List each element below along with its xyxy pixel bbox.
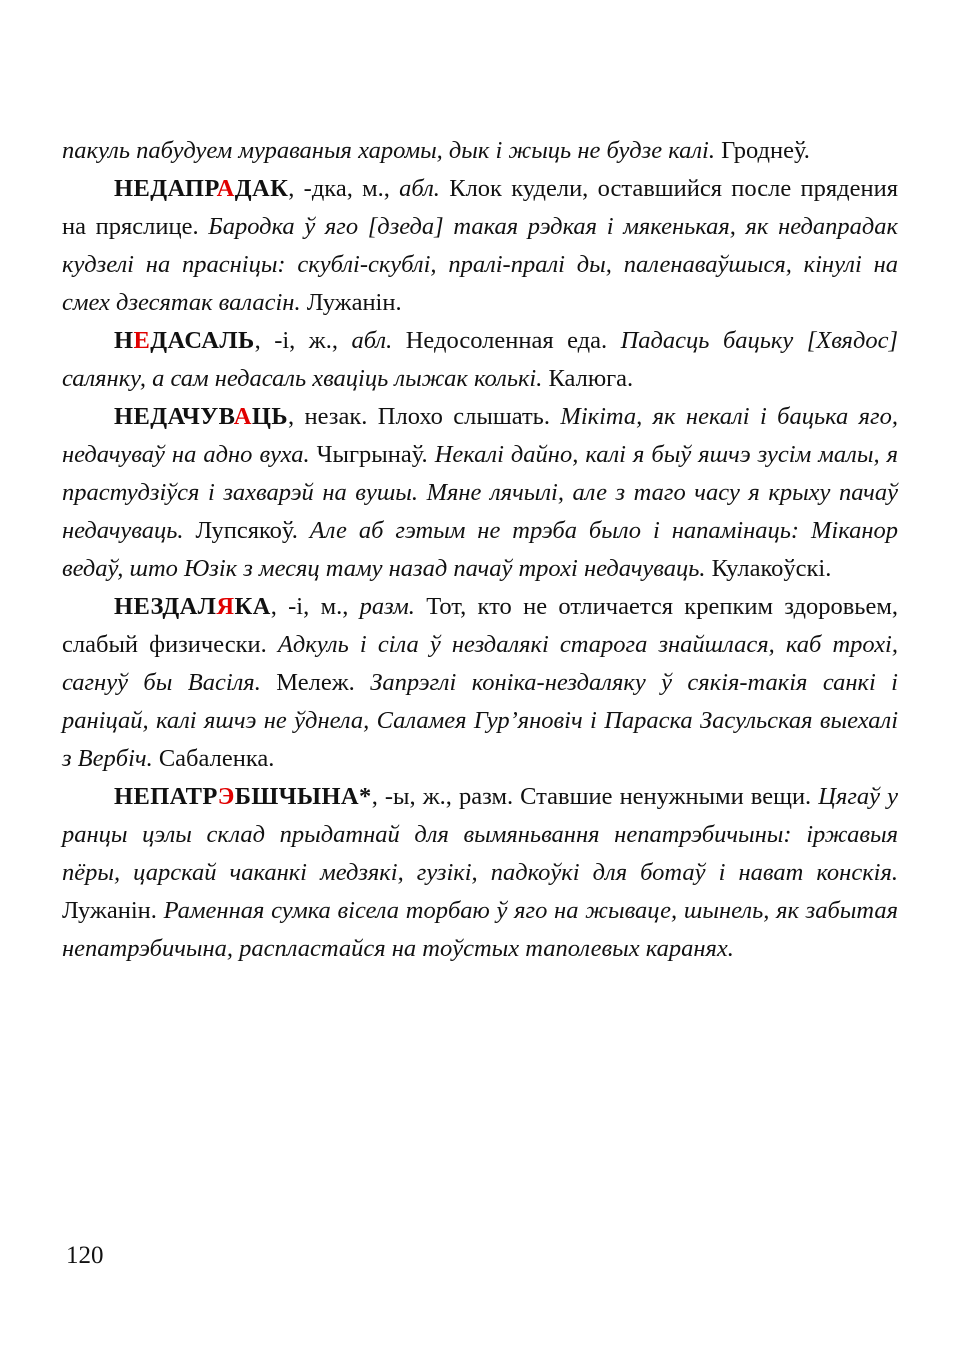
grammar-label-nedasal: абл. <box>351 327 393 354</box>
inflection-nezdalyaka: , -і, м., <box>270 593 360 620</box>
headword-part-post: БШЧЫНА <box>234 783 360 810</box>
grammar-label-nezdalyaka: разм. <box>359 593 415 620</box>
source-nepatrebshchyna-1: Лужанін. <box>62 897 157 924</box>
definition-nedapradak: Клок кудели, оставшийся после прядения на пряслице. <box>62 175 898 240</box>
headword-nedachuvac <box>114 403 288 430</box>
headword-nepatrebshchyna <box>114 783 372 810</box>
entry-nepatrebshchyna <box>62 778 898 968</box>
headword-asterisk: * <box>359 783 372 810</box>
headword-accent-letter: А <box>233 403 252 430</box>
entry-nedachuvac <box>62 398 898 588</box>
grammar-label-nedapradak: абл. <box>399 175 440 202</box>
source-nedachuvac-2: Лупсякоў. <box>183 517 298 544</box>
source-nedapradak: Лужанін. <box>300 289 402 316</box>
headword-part-pre: Н <box>114 327 134 354</box>
definition-nezdalyaka: Тот, кто не отличается крепким здоровьем, слабый физически. <box>62 593 898 658</box>
headword-part-post: ДАК <box>234 175 289 202</box>
citation-nedapradak: Бародка ў яго [дзеда] такая рэдкая і мякенькая, як недапрадак кудзелі на прасніцы: скублі-скублі, пралі-пралі ды, паленаваўшыся, кінулі на смех дзесятак валасін. <box>62 213 898 316</box>
continuation-source: Гроднеў. <box>721 137 810 164</box>
source-nedachuvac-1: Чыгрынаў. <box>309 441 428 468</box>
citation-nedachuvac-3: Але аб гэтым не трэба было і напамінаць: Міканор ведаў, што Юзік з месяц таму назад пачаў трохі недачуваць. <box>62 517 898 582</box>
citation-nezdalyaka-1: Адкуль і сіла ў нездалякі старога знайшлася, каб трохі, сагнуў бы Васіля. <box>62 631 898 696</box>
citation-nedachuvac-2: Некалі дайно, калі я быў яшчэ зусім малы, я прастудзіўся і захварэй на вушы. Мяне лячылі, але з таго часу я крыху пачаў недачуваць. <box>62 441 898 544</box>
definition-nedachuvac: Плохо слышать. <box>367 403 561 430</box>
headword-part-post: ЦЬ <box>251 403 288 430</box>
headword-nezdalyaka <box>114 593 271 620</box>
headword-part-post: ДАСАЛЬ <box>150 327 255 354</box>
inflection-nedachuvac: , незак. <box>287 403 368 430</box>
continuation-citation: пакуль пабудуем мураваныя харомы, дык і жыць не будзе калі. <box>62 137 715 164</box>
source-nedasal: Калюга. <box>542 365 634 392</box>
inflection-nedasal: , -і, ж., <box>254 327 352 354</box>
headword-accent-letter: Е <box>133 327 151 354</box>
citation-nepatrebshchyna-2: Раменная сумка вісела торбаю ў яго на жываце, шынель, як забытая непатрэбичына, распластайся на тоўстых таполевых каранях. <box>62 897 899 962</box>
citation-nepatrebshchyna-1: Цягаў у ранцы цэлы склад прыдатнай для вымяньвання непатрэбичыны: іржавыя пёры, царскай чаканкі медзякі, гузікі, падкоўкі для ботаў і нават конскія. <box>62 783 899 886</box>
inflection-nepatrebshchyna: , -ы, ж., разм. <box>371 783 514 810</box>
source-nedachuvac-3: Кулакоўскі. <box>705 555 832 582</box>
entry-continuation <box>62 132 898 170</box>
headword-part-pre: НЕДАЧУВ <box>114 403 234 430</box>
citation-nedachuvac-1: Мікіта, як некалі і бацька яго, недачуваў на адно вуха. <box>62 403 898 468</box>
definition-nedasal: Недосоленная еда. <box>392 327 621 354</box>
inflection-nedapradak: , -дка, м., <box>288 175 400 202</box>
headword-part-pre: НЕДАПР <box>114 175 217 202</box>
page-number: 120 <box>66 1242 104 1269</box>
headword-nedapradak <box>114 175 288 202</box>
citation-nedasal: Падасць бацьку [Хвядос] салянку, а сам недасаль хваціць лыжак колькі. <box>62 327 899 392</box>
entry-nedapradak <box>62 170 898 322</box>
headword-accent-letter: Э <box>217 783 235 810</box>
citation-nezdalyaka-2: Запрэглі коніка-нездаляку ў сякія-такія санкі і раніцай, калі яшчэ не ўднела, Саламея Гур’яновіч і Параска Засульская выехалі з Вербіч. <box>62 669 898 772</box>
source-nezdalyaka-1: Мележ. <box>260 669 355 696</box>
headword-accent-letter: Я <box>216 593 235 620</box>
headword-nedasal <box>114 327 255 354</box>
entry-nedasal <box>62 322 898 398</box>
source-nezdalyaka-2: Сабаленка. <box>152 745 275 772</box>
headword-part-post: КА <box>234 593 271 620</box>
entry-nezdalyaka <box>62 588 898 778</box>
headword-part-pre: НЕПАТР <box>114 783 218 810</box>
headword-accent-letter: А <box>216 175 235 202</box>
headword-part-pre: НЕЗДАЛ <box>114 593 217 620</box>
page-content <box>62 132 898 968</box>
definition-nepatrebshchyna: Ставшие ненужными вещи. <box>513 783 819 810</box>
